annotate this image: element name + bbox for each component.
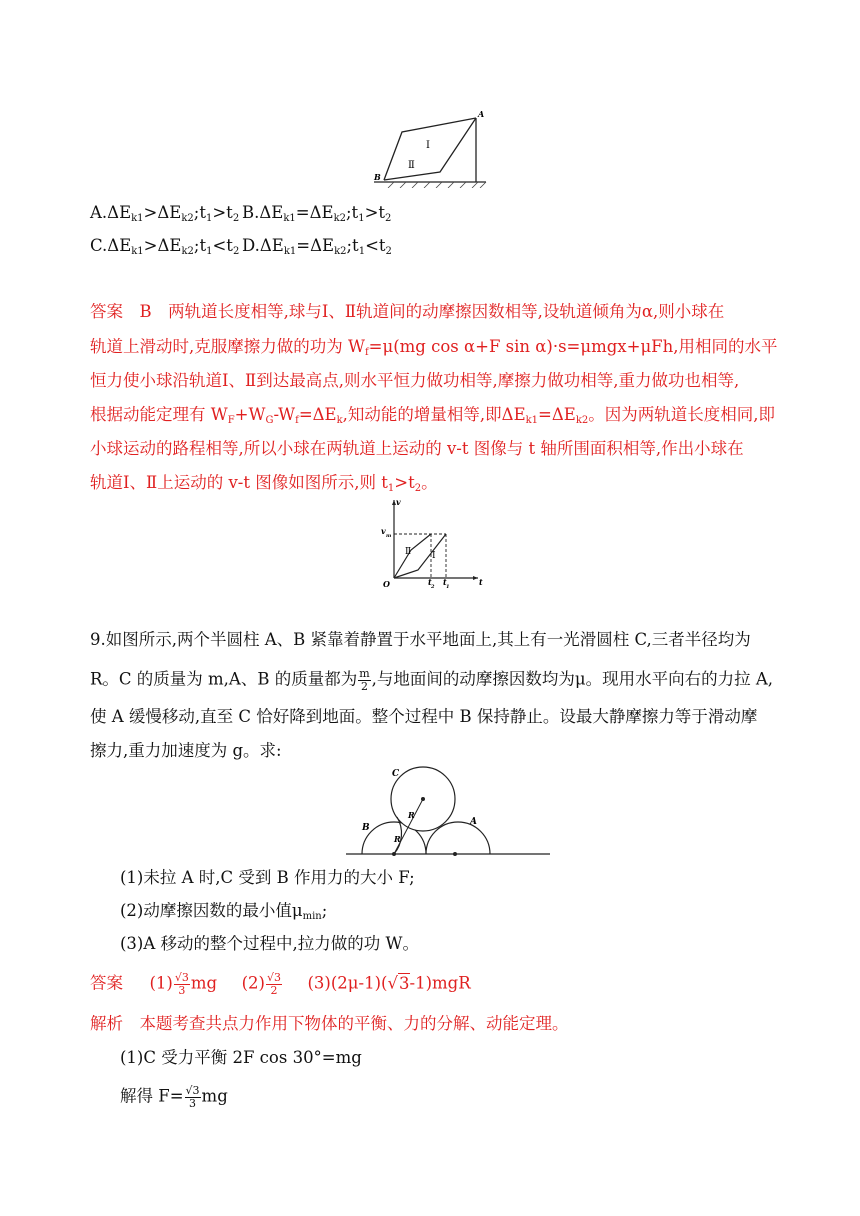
answer8-line1: 答案 B 两轨道长度相等,球与Ⅰ、Ⅱ轨道间的动摩擦因数相等,设轨道倾角为α,则小球在 xyxy=(90,302,725,321)
answer8-line4: 根据动能定理有 $W_F+W_G-W_f=\Delta E_k$,知动能的增量相等,即$\Delta E_{k1}=\Delta E_{k2}$。因为两轨道长度相同,即 xyxy=(90,405,776,426)
cylinders-figure xyxy=(342,762,552,860)
option-c: $C.\Delta E_{k1}>\Delta E_{k2};t_1<t_2$ xyxy=(90,236,240,257)
answer8-line5: 小球运动的路程相等,所以小球在两轨道上运动的 v-t 图像与 t 轴所围面积相等,作出小球在 xyxy=(90,439,744,458)
vm-sub: m xyxy=(386,533,392,539)
q9-line2: R。C 的质量为 m,A、B 的质量都为 $\frac{m}{2}$ ,与地面间的动摩擦因数均为μ。现用水平向右的力拉 A, xyxy=(90,667,774,693)
label-track-i: Ⅰ xyxy=(426,140,430,151)
q9-line1: 9.如图所示,两个半圆柱 A、B 紧靠着静置于水平地面上,其上有一光滑圆柱 C,三者半径均为 xyxy=(90,630,751,649)
subq-2: (2)动摩擦因数的最小值$\mu_{min}$; xyxy=(120,901,328,922)
origin-label: O xyxy=(383,579,390,588)
cyl-c-label: C xyxy=(392,769,400,779)
answer8-line6: 轨道Ⅰ、Ⅱ上运动的 v-t 图像如图所示,则 $t_1>t_2$。 xyxy=(90,473,438,494)
vt-graph-figure xyxy=(374,496,484,588)
radius-label-1: R xyxy=(408,810,415,820)
analysis-intro: 解析 本题考查共点力作用下物体的平衡、力的分解、动能定理。 xyxy=(90,1014,569,1033)
label-b: B xyxy=(374,172,381,182)
t1-sub: 1 xyxy=(446,584,450,588)
axis-t-label: t xyxy=(479,577,483,587)
vm-label: v xyxy=(381,526,386,536)
cyl-a-label: A xyxy=(470,817,477,827)
analysis-step2: 解得 F= $\frac{√3}{3}$ mg xyxy=(120,1084,228,1110)
label-track-ii: Ⅱ xyxy=(408,160,415,171)
option-a: $A.\Delta E_{k1}>\Delta E_{k2};t_1>t_2$ xyxy=(90,203,240,224)
curve-i-label: Ⅰ xyxy=(432,551,436,561)
answer8-line2: 轨道上滑动时,克服摩擦力做的功为 $W_f=\mu(mg$ cos α+F sin α)·s=μmgx+μFh,用相同的水平 xyxy=(90,337,778,358)
label-a: A xyxy=(478,109,485,119)
analysis-step1: (1)C 受力平衡 2F cos 30°=mg xyxy=(120,1048,362,1067)
t2-label: t xyxy=(428,577,432,587)
radius-label-2: R xyxy=(394,834,401,844)
subq-1: (1)未拉 A 时,C 受到 B 作用力的大小 F; xyxy=(120,868,415,887)
answer8-line3: 恒力使小球沿轨道Ⅰ、Ⅱ到达最高点,则水平恒力做功相等,摩擦力做功相等,重力做功也相等, xyxy=(90,371,740,390)
answer9: 答案 (1) $\frac{√3}{3}$ mg (2) $\frac{√3}{2}$ (3)(2μ-1)(√3-1)mgR xyxy=(90,971,471,997)
q9-line3: 使 A 缓慢移动,直至 C 恰好降到地面。整个过程中 B 保持静止。设最大静摩擦力等于滑动摩 xyxy=(90,707,758,726)
option-d: $D.\Delta E_{k1}=\Delta E_{k2};t_1<t_2$ xyxy=(242,236,392,257)
subq-3: (3)A 移动的整个过程中,拉力做的功 W。 xyxy=(120,934,419,953)
tracks-figure xyxy=(368,108,490,188)
t1-label: t xyxy=(443,577,447,587)
cyl-b-label: B xyxy=(362,823,370,833)
option-b: $B.\Delta E_{k1}=\Delta E_{k2};t_1>t_2$ xyxy=(242,203,392,224)
axis-v-label: v xyxy=(396,497,401,507)
q9-line4: 擦力,重力加速度为 g。求: xyxy=(90,741,282,760)
t2-sub: 2 xyxy=(431,584,435,588)
curve-ii-label: Ⅱ xyxy=(405,547,412,557)
